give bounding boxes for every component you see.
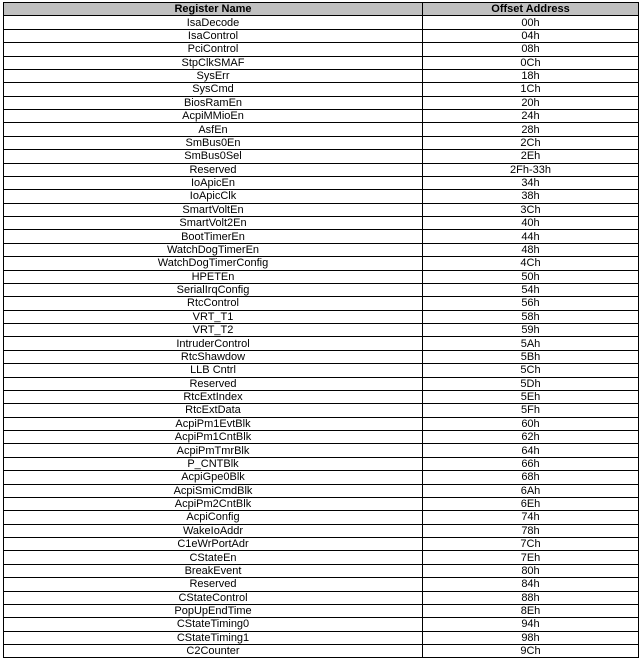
offset-address-cell: 5Fh [423, 404, 639, 417]
table-row [4, 324, 639, 337]
table-row [4, 377, 639, 390]
register-name-cell: RtcShawdow [4, 350, 423, 363]
offset-address-cell: 5Ah [423, 337, 639, 350]
offset-address-cell: 38h [423, 190, 639, 203]
register-name-cell: AcpiPm2CntBlk [4, 497, 423, 510]
table-row [4, 551, 639, 564]
offset-address-cell: 60h [423, 417, 639, 430]
register-name-cell: SmartVoltEn [4, 203, 423, 216]
offset-address-cell: 04h [423, 29, 639, 42]
offset-address-cell: 0Ch [423, 56, 639, 69]
register-name-cell: BiosRamEn [4, 96, 423, 109]
table-row [4, 203, 639, 216]
offset-address-cell: 2Ch [423, 136, 639, 149]
register-name-cell: CStateEn [4, 551, 423, 564]
table-row [4, 43, 639, 56]
table-row [4, 431, 639, 444]
table-row [4, 417, 639, 430]
table-row [4, 444, 639, 457]
register-name-cell: C1eWrPortAdr [4, 538, 423, 551]
offset-address-cell: 59h [423, 324, 639, 337]
register-name-cell: IoApicEn [4, 176, 423, 189]
offset-address-cell: 5Ch [423, 364, 639, 377]
register-name-cell: CStateTiming0 [4, 618, 423, 631]
table-row [4, 297, 639, 310]
offset-address-cell: 5Eh [423, 390, 639, 403]
offset-address-cell: 7Ch [423, 538, 639, 551]
offset-address-cell: 7Eh [423, 551, 639, 564]
offset-address-cell: 88h [423, 591, 639, 604]
offset-address-cell: 18h [423, 69, 639, 82]
register-name-cell: SmartVolt2En [4, 217, 423, 230]
register-name-cell: Reserved [4, 163, 423, 176]
register-name-cell: CStateControl [4, 591, 423, 604]
table-row [4, 56, 639, 69]
table-row [4, 136, 639, 149]
offset-address-cell: 2Fh-33h [423, 163, 639, 176]
table-row [4, 257, 639, 270]
table-row [4, 471, 639, 484]
offset-address-cell: 5Dh [423, 377, 639, 390]
register-name-header: Register Name [4, 3, 423, 16]
offset-address-cell: 8Eh [423, 604, 639, 617]
register-name-cell: AcpiGpe0Blk [4, 471, 423, 484]
offset-address-cell: 1Ch [423, 83, 639, 96]
offset-address-cell: 64h [423, 444, 639, 457]
table-row [4, 230, 639, 243]
register-name-cell: AcpiPmTmrBlk [4, 444, 423, 457]
table-header-row [4, 3, 639, 16]
register-name-cell: SysErr [4, 69, 423, 82]
offset-address-cell: 40h [423, 217, 639, 230]
table-row [4, 16, 639, 29]
table-row [4, 123, 639, 136]
register-name-cell: AcpiMMioEn [4, 110, 423, 123]
offset-address-cell: 84h [423, 578, 639, 591]
register-name-cell: LLB Cntrl [4, 364, 423, 377]
register-name-cell: BreakEvent [4, 564, 423, 577]
register-name-cell: IoApicClk [4, 190, 423, 203]
offset-address-cell: 08h [423, 43, 639, 56]
table-row [4, 484, 639, 497]
offset-address-cell: 5Bh [423, 350, 639, 363]
table-row [4, 524, 639, 537]
table-row [4, 270, 639, 283]
offset-address-cell: 6Ah [423, 484, 639, 497]
register-name-cell: RtcExtData [4, 404, 423, 417]
offset-address-header: Offset Address [423, 3, 639, 16]
offset-address-cell: 78h [423, 524, 639, 537]
offset-address-cell: 94h [423, 618, 639, 631]
register-name-cell: BootTimerEn [4, 230, 423, 243]
table-row [4, 83, 639, 96]
table-row [4, 283, 639, 296]
table-row [4, 497, 639, 510]
offset-address-cell: 56h [423, 297, 639, 310]
offset-address-cell: 9Ch [423, 645, 639, 658]
register-name-cell: CStateTiming1 [4, 631, 423, 644]
register-name-cell: PciControl [4, 43, 423, 56]
register-name-cell: WatchDogTimerConfig [4, 257, 423, 270]
table-row [4, 69, 639, 82]
table-row [4, 190, 639, 203]
offset-address-cell: 66h [423, 457, 639, 470]
register-name-cell: AcpiSmiCmdBlk [4, 484, 423, 497]
register-name-cell: Reserved [4, 578, 423, 591]
register-name-cell: VRT_T2 [4, 324, 423, 337]
offset-address-cell: 50h [423, 270, 639, 283]
table-row [4, 564, 639, 577]
register-name-cell: HPETEn [4, 270, 423, 283]
register-name-cell: IsaControl [4, 29, 423, 42]
table-row [4, 390, 639, 403]
table-row [4, 350, 639, 363]
register-name-cell: IntruderControl [4, 337, 423, 350]
register-name-cell: P_CNTBlk [4, 457, 423, 470]
table-row [4, 645, 639, 658]
offset-address-cell: 34h [423, 176, 639, 189]
table-row [4, 310, 639, 323]
table-row [4, 150, 639, 163]
register-name-cell: AcpiConfig [4, 511, 423, 524]
register-name-cell: SerialIrqConfig [4, 283, 423, 296]
register-name-cell: AsfEn [4, 123, 423, 136]
table-row [4, 96, 639, 109]
table-row [4, 457, 639, 470]
table-row [4, 538, 639, 551]
offset-address-cell: 74h [423, 511, 639, 524]
register-name-cell: C2Counter [4, 645, 423, 658]
offset-address-cell: 3Ch [423, 203, 639, 216]
table-row [4, 29, 639, 42]
register-name-cell: SmBus0En [4, 136, 423, 149]
register-table [3, 2, 639, 658]
register-name-cell: PopUpEndTime [4, 604, 423, 617]
table-row [4, 404, 639, 417]
register-name-cell: Reserved [4, 377, 423, 390]
table-row [4, 217, 639, 230]
offset-address-cell: 62h [423, 431, 639, 444]
table-row [4, 110, 639, 123]
table-row [4, 631, 639, 644]
table-row [4, 618, 639, 631]
table-row [4, 176, 639, 189]
register-name-cell: RtcControl [4, 297, 423, 310]
register-name-cell: WakeIoAddr [4, 524, 423, 537]
offset-address-cell: 28h [423, 123, 639, 136]
register-name-cell: AcpiPm1CntBlk [4, 431, 423, 444]
offset-address-cell: 20h [423, 96, 639, 109]
offset-address-cell: 68h [423, 471, 639, 484]
offset-address-cell: 24h [423, 110, 639, 123]
register-name-cell: SysCmd [4, 83, 423, 96]
table-row [4, 591, 639, 604]
table-row [4, 578, 639, 591]
offset-address-cell: 44h [423, 230, 639, 243]
table-row [4, 511, 639, 524]
offset-address-cell: 98h [423, 631, 639, 644]
table-row [4, 243, 639, 256]
register-name-cell: VRT_T1 [4, 310, 423, 323]
register-name-cell: RtcExtIndex [4, 390, 423, 403]
table-row [4, 163, 639, 176]
table-row [4, 337, 639, 350]
table-row [4, 364, 639, 377]
table-row [4, 604, 639, 617]
offset-address-cell: 2Eh [423, 150, 639, 163]
offset-address-cell: 4Ch [423, 257, 639, 270]
offset-address-cell: 00h [423, 16, 639, 29]
offset-address-cell: 54h [423, 283, 639, 296]
offset-address-cell: 48h [423, 243, 639, 256]
offset-address-cell: 58h [423, 310, 639, 323]
register-name-cell: IsaDecode [4, 16, 423, 29]
register-name-cell: SmBus0Sel [4, 150, 423, 163]
offset-address-cell: 80h [423, 564, 639, 577]
register-name-cell: WatchDogTimerEn [4, 243, 423, 256]
register-name-cell: AcpiPm1EvtBlk [4, 417, 423, 430]
offset-address-cell: 6Eh [423, 497, 639, 510]
register-name-cell: StpClkSMAF [4, 56, 423, 69]
register-table-body [4, 16, 639, 658]
